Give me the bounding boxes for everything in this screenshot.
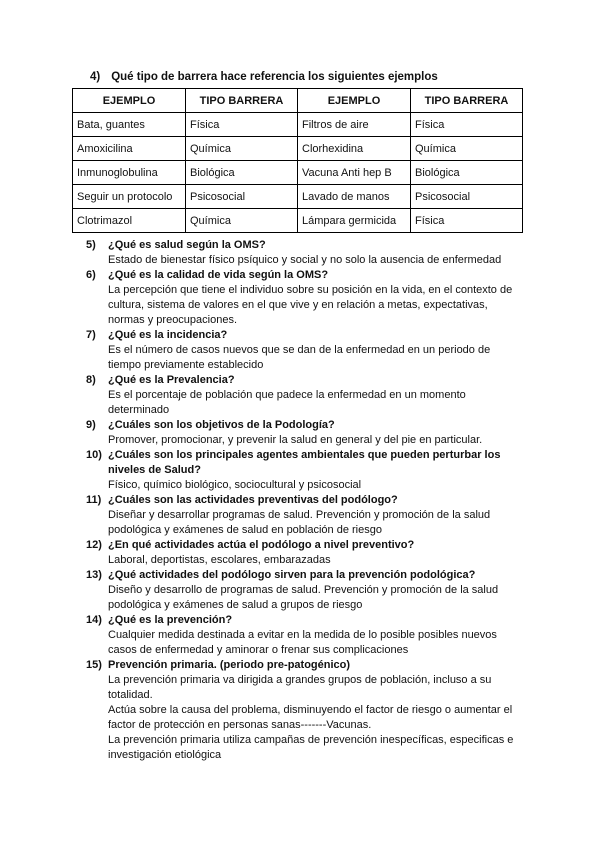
table-cell: Química (186, 209, 298, 233)
table-cell: Biológica (186, 161, 298, 185)
question-line (86, 328, 516, 343)
question-item (86, 568, 516, 613)
question-number: 6) (86, 269, 96, 281)
answer-text: Promover, promocionar, y prevenir la salud en general y del pie en particular. (108, 434, 483, 446)
question-item (86, 448, 516, 493)
answer-text: La percepción que tiene el individuo sobre su posición en la vida, en el contexto de cultura, sistema de valores en el que vive y en relación a metas, expectativas, normas y preocupaciones. (108, 284, 513, 326)
table-row (73, 137, 523, 161)
question-number: 5) (86, 239, 96, 251)
question-text: ¿Qué es la incidencia? (108, 329, 228, 341)
header-tipo-barrera-1: TIPO BARRERA (186, 89, 298, 113)
answer-text: Cualquier medida destinada a evitar en la medida de lo posible posibles nuevos casos de enfermedad y aminorar o frenar sus complicaciones (108, 629, 497, 656)
table-cell: Química (411, 137, 523, 161)
question-number: 13) (86, 569, 102, 581)
question-text: ¿Cuáles son los principales agentes ambientales que pueden perturbar los niveles de Salud? (108, 449, 501, 476)
question-item (86, 238, 516, 268)
question-number: 15) (86, 659, 102, 671)
question-number: 9) (86, 419, 96, 431)
question-text: ¿Qué actividades del podólogo sirven para la prevención podológica? (108, 569, 476, 581)
question-text: ¿Qué es la Prevalencia? (108, 374, 235, 386)
question-line (86, 418, 516, 433)
table-cell: Seguir un protocolo (73, 185, 186, 209)
table-cell: Clorhexidina (298, 137, 411, 161)
table-cell: Filtros de aire (298, 113, 411, 137)
header-ejemplo-2: EJEMPLO (298, 89, 411, 113)
question-number: 8) (86, 374, 96, 386)
table-cell: Vacuna Anti hep B (298, 161, 411, 185)
answer-text: La prevención primaria utiliza campañas de prevención inespecíficas, especificas e investigación etiológica (108, 734, 514, 761)
table-cell: Química (186, 137, 298, 161)
question-line (86, 448, 516, 478)
question-text: ¿Qué es salud según la OMS? (108, 239, 266, 251)
question-item (86, 493, 516, 538)
question-number: 11) (86, 494, 102, 506)
table-row (73, 161, 523, 185)
question-item (86, 658, 516, 763)
table-cell: Psicosocial (186, 185, 298, 209)
question-list (86, 238, 516, 763)
table-row (73, 185, 523, 209)
answer-text: Diseñar y desarrollar programas de salud. Prevención y promoción de la salud podológica y exámenes de salud en población de riesgo (108, 509, 491, 536)
table-cell: Física (411, 209, 523, 233)
question-text: ¿Cuáles son los objetivos de la Podología? (108, 419, 335, 431)
table-cell: Psicosocial (411, 185, 523, 209)
question-text: ¿Qué es la calidad de vida según la OMS? (108, 269, 329, 281)
table-cell: Lavado de manos (298, 185, 411, 209)
table-cell: Biológica (411, 161, 523, 185)
question-item (86, 418, 516, 448)
answer-text: Actúa sobre la causa del problema, disminuyendo el factor de riesgo o aumentar el factor de protección en personas sanas-------Vacunas. (108, 704, 513, 731)
table-row (73, 209, 523, 233)
question-text: ¿Cuáles son las actividades preventivas del podólogo? (108, 494, 398, 506)
question-number: 14) (86, 614, 102, 626)
question-item (86, 268, 516, 328)
question-item (86, 328, 516, 373)
question-number: 10) (86, 449, 102, 461)
table-cell: Inmunoglobulina (73, 161, 186, 185)
answer-text: Físico, químico biológico, sociocultural y psicosocial (108, 479, 362, 491)
question-line (86, 568, 516, 583)
answer-text: Es el porcentaje de población que padece la enfermedad en un momento determinado (108, 389, 466, 416)
question-line (86, 538, 516, 553)
question-line (86, 238, 516, 253)
answer-text: Es el número de casos nuevos que se dan de la enfermedad en un periodo de tiempo previamente establecido (108, 344, 491, 371)
header-ejemplo-1: EJEMPLO (73, 89, 186, 113)
question-item (86, 373, 516, 418)
question-4-number: 4) (90, 71, 101, 83)
question-4-heading (90, 71, 438, 83)
table-cell: Física (411, 113, 523, 137)
question-text: ¿Qué es la prevención? (108, 614, 233, 626)
answer-text: La prevención primaria va dirigida a grandes grupos de población, incluso a su totalidad. (108, 674, 492, 701)
question-4-text: Qué tipo de barrera hace referencia los siguientes ejemplos (111, 71, 438, 83)
question-item (86, 538, 516, 568)
answer-text: Diseño y desarrollo de programas de salud. Prevención y promoción de la salud podológica y exámenes de salud a grupos de riesgo (108, 584, 499, 611)
question-line (86, 268, 516, 283)
table-cell: Clotrimazol (73, 209, 186, 233)
question-number: 12) (86, 539, 102, 551)
question-line (86, 373, 516, 388)
question-line (86, 493, 516, 508)
table-cell: Lámpara germicida (298, 209, 411, 233)
question-text: Prevención primaria. (periodo pre-patogénico) (108, 659, 351, 671)
answer-text: Estado de bienestar físico psíquico y social y no solo la ausencia de enfermedad (108, 254, 502, 266)
table-cell: Bata, guantes (73, 113, 186, 137)
question-text: ¿En qué actividades actúa el podólogo a nivel preventivo? (108, 539, 415, 551)
question-number: 7) (86, 329, 96, 341)
question-line (86, 658, 516, 673)
question-item (86, 613, 516, 658)
header-tipo-barrera-2: TIPO BARRERA (411, 89, 523, 113)
answer-text: Laboral, deportistas, escolares, embarazadas (108, 554, 331, 566)
barrier-table (72, 88, 523, 233)
table-row (73, 113, 523, 137)
table-cell: Física (186, 113, 298, 137)
question-line (86, 613, 516, 628)
table-cell: Amoxicilina (73, 137, 186, 161)
table-header-row (73, 89, 523, 113)
